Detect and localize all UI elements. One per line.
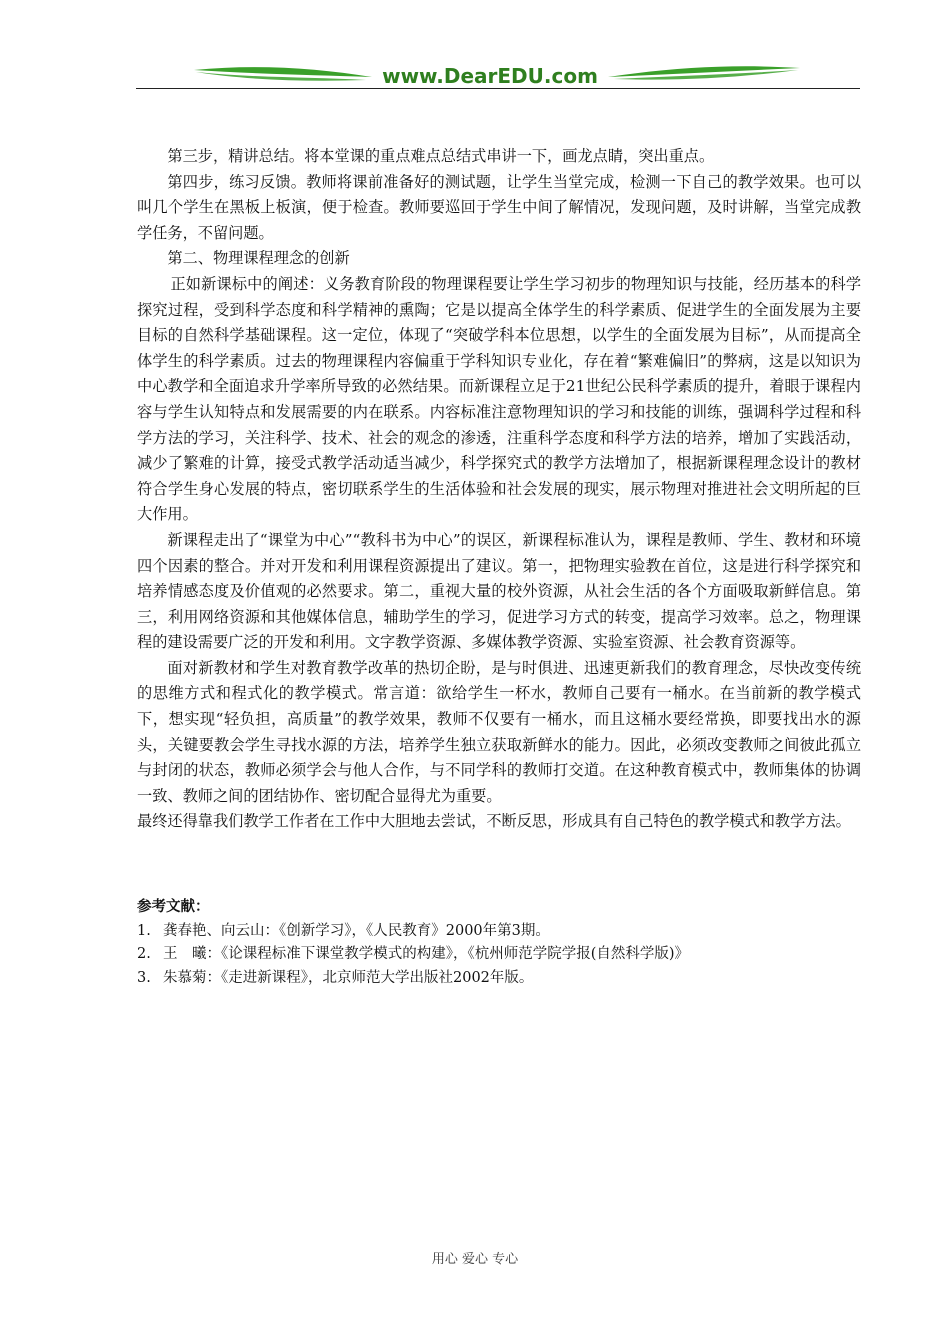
reference-number: 1.	[137, 922, 151, 939]
paragraph-teaching-model: 面对新教材和学生对教育教学改革的热切企盼，是与时俱进、迅速更新我们的教育理念，尽快改变传统的思维方式和程式化的教学模式。常言道：欲给学生一杯水，教师自己要有一桶水。在当前新的教学模式下，想实现“轻负担，高质量”的教学效果，教师不仅要有一桶水，而且这桶水要经常换，即要找出水的源头，关键要教会学生寻找水源的方法，培养学生独立获取新鲜水的能力。因此，必须改变教师之间彼此孤立与封闭的状态，教师必须学会与他人合作，与不同学科的教师打交道。在这种教育模式中，教师集体的协调一致、教师之间的团结协作、密切配合显得尤为重要。	[137, 658, 861, 805]
reference-text: 王 曦：《论课程标准下课堂教学模式的构建》，《杭州师范学院学报(自然科学版)》	[163, 946, 690, 962]
references	[137, 896, 861, 990]
reference-item	[137, 967, 861, 991]
paragraph-conclusion: 最终还得靠我们教学工作者在工作中大胆地去尝试，不断反思，形成具有自己特色的教学模式和教学方法。	[137, 812, 851, 831]
site-name: www.DearEDU.com	[382, 64, 598, 88]
reference-number: 2.	[137, 946, 151, 962]
article-body	[137, 144, 861, 835]
reference-text: 朱慕菊：《走进新课程》，北京师范大学出版社2002年版。	[163, 969, 534, 986]
page-header	[136, 58, 860, 90]
references-title: 参考文献：	[137, 899, 210, 915]
reference-item	[137, 920, 861, 944]
page-footer: 用心 爱心 专心	[431, 1252, 519, 1267]
paragraph-step3: 第三步，精讲总结。将本堂课的重点难点总结式串讲一下，画龙点睛，突出重点。	[167, 147, 715, 165]
header-rule	[136, 88, 860, 89]
reference-item	[137, 943, 861, 967]
swoosh-left-icon	[194, 67, 372, 77]
reference-number: 3.	[137, 969, 151, 986]
paragraph-step4: 第四步，练习反馈。教师将课前准备好的测试题，让学生当堂完成，检测一下自己的教学效果。也可以叫几个学生在黑板上板演，便于检查。教师要巡回于学生中间了解情况，发现问题，及时讲解，当堂完成教学任务，不留问题。	[137, 172, 861, 242]
section-heading: 第二、物理课程理念的创新	[167, 249, 350, 268]
paragraph-resources: 新课程走出了“课堂为中心”“教科书为中心”的误区，新课程标准认为，课程是教师、学生、教材和环境四个因素的整合。并对开发和利用课程资源提出了建议。第一，把物理实验教在首位，这是进行科学探究和培养情感态度及价值观的必然要求。第二，重视大量的校外资源，从社会生活的各个方面吸取新鲜信息。第三，利用网络资源和其他媒体信息，辅助学生的学习，促进学习方式的转变，提高学习效率。总之，物理课程的建设需要广泛的开发和利用。文字教学资源、多媒体教学资源、实验室资源、社会教育资源等。	[137, 530, 861, 652]
reference-text: 龚春艳、向云山：《创新学习》，《人民教育》2000年第3期。	[163, 922, 550, 939]
paragraph-curriculum: 正如新课标中的阐述：义务教育阶段的物理课程要让学生学习初步的物理知识与技能，经历基本的科学探究过程，受到科学态度和科学精神的熏陶；它是以提高全体学生的科学素质、促进学生的全面发展为主要目标的自然科学基础课程。这一定位，体现了“突破学科本位思想，以学生的全面发展为目标”，从而提高全体学生的科学素质。过去的物理课程内容偏重于学科知识专业化，存在着“繁难偏旧”的弊病，这是以知识为中心教学和全面追求升学率所导致的必然结果。而新课程立足于21世纪公民科学素质的提升，着眼于课程内容与学生认知特点和发展需要的内在联系。内容标准注意物理知识的学习和技能的训练，强调科学过程和科学方法的学习，关注科学、技术、社会的观念的渗透，注重科学态度和科学方法的培养，增加了实践活动，减少了繁难的计算，接受式教学活动适当减少，科学探究式的教学方法增加了，根据新课程理念设计的教材符合学生身心发展的特点，密切联系学生的生活体验和社会发展的现实，展示物理对推进社会文明所起的巨大作用。	[137, 274, 861, 524]
dearedu-logo	[136, 58, 860, 90]
